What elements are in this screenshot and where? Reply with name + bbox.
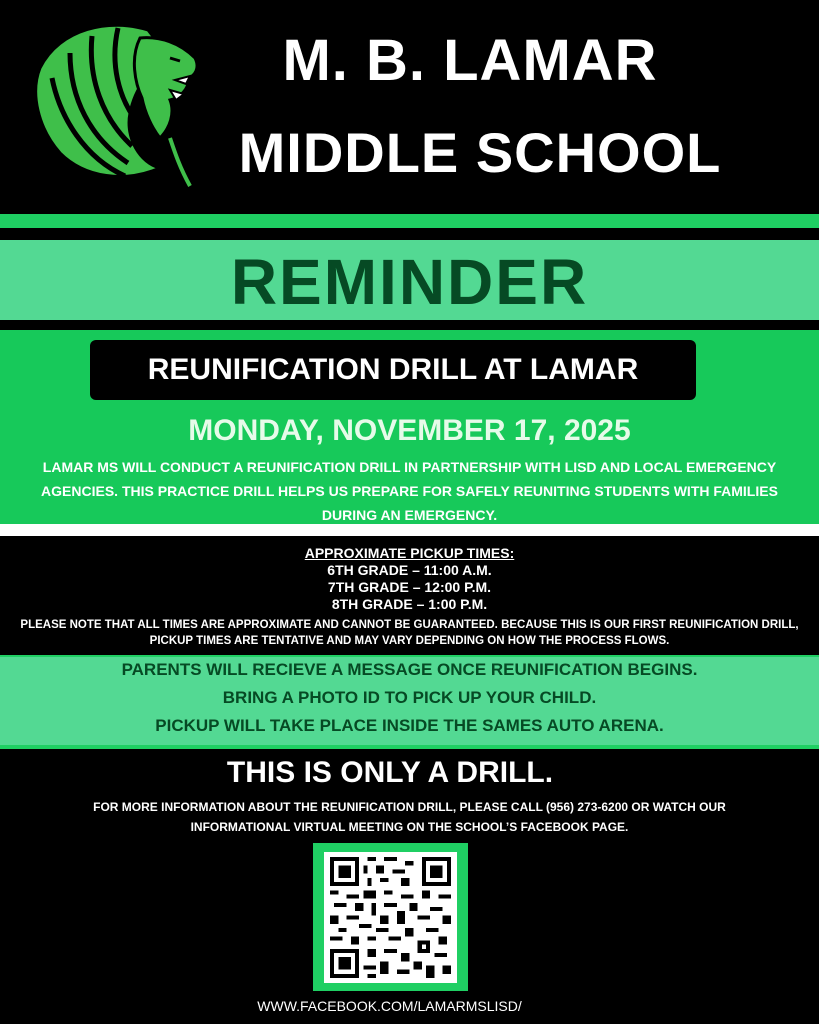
only-drill-heading: THIS IS ONLY A DRILL. [226, 756, 554, 789]
more-info-text: FOR MORE INFORMATION ABOUT THE REUNIFICATION DRILL, PLEASE CALL (956) 273-6200 OR WATCH OUR INFORMATIONAL VIRTUAL MEETING ON THE SCHOOL’S FACEBOOK PAGE. [93, 800, 726, 834]
photo-id-line: BRING A PHOTO ID TO PICK UP YOUR CHILD. [222, 688, 597, 707]
pickup-note: PLEASE NOTE THAT ALL TIMES ARE APPROXIMATE AND CANNOT BE GUARANTEED. BECAUSE THIS IS OUR FIRST REUNIFICATION DRILL, PICKUP TIMES ARE TENTATIVE AND MAY VARY DEPENDING ON HOW THE PROCESS FLOWS. [20, 619, 799, 647]
pickup-times-list [0, 562, 819, 613]
divider-stripe [0, 214, 819, 228]
pickup-heading [0, 544, 819, 562]
pickup-location-line: PICKUP WILL TAKE PLACE INSIDE THE SAMES AUTO ARENA. [155, 716, 664, 735]
divider-white-stripe [0, 524, 819, 536]
qr-code-icon[interactable] [330, 857, 451, 978]
pickup-time-6th: 6TH GRADE – 11:00 A.M. [327, 562, 492, 578]
drill-title: REUNIFICATION DRILL AT LAMAR [147, 353, 639, 386]
pickup-time-7th: 7TH GRADE – 12:00 P.M. [327, 579, 492, 595]
parents-message-line: PARENTS WILL RECIEVE A MESSAGE ONCE REUNIFICATION BEGINS. [121, 660, 698, 679]
lion-mascot-icon [30, 18, 205, 188]
pickup-heading-text: APPROXIMATE PICKUP TIMES: [304, 545, 515, 561]
drill-date: MONDAY, NOVEMBER 17, 2025 [188, 414, 631, 447]
pickup-time-8th: 8TH GRADE – 1:00 P.M. [331, 596, 488, 612]
school-name-line2: MIDDLE SCHOOL [238, 121, 722, 184]
facebook-link[interactable]: WWW.FACEBOOK.COM/LAMARMSLISD/ [257, 998, 522, 1014]
school-name-line1: M. B. LAMAR [282, 28, 658, 93]
drill-description: LAMAR MS WILL CONDUCT A REUNIFICATION DRILL IN PARTNERSHIP WITH LISD AND LOCAL EMERGENCY AGENCIES. THIS PRACTICE DRILL HELPS US PREPARE FOR SAFELY REUNITING STUDENTS WITH FAMILIES DURING AN EMERGENCY. [41, 459, 778, 523]
reminder-title: REMINDER [230, 246, 589, 318]
